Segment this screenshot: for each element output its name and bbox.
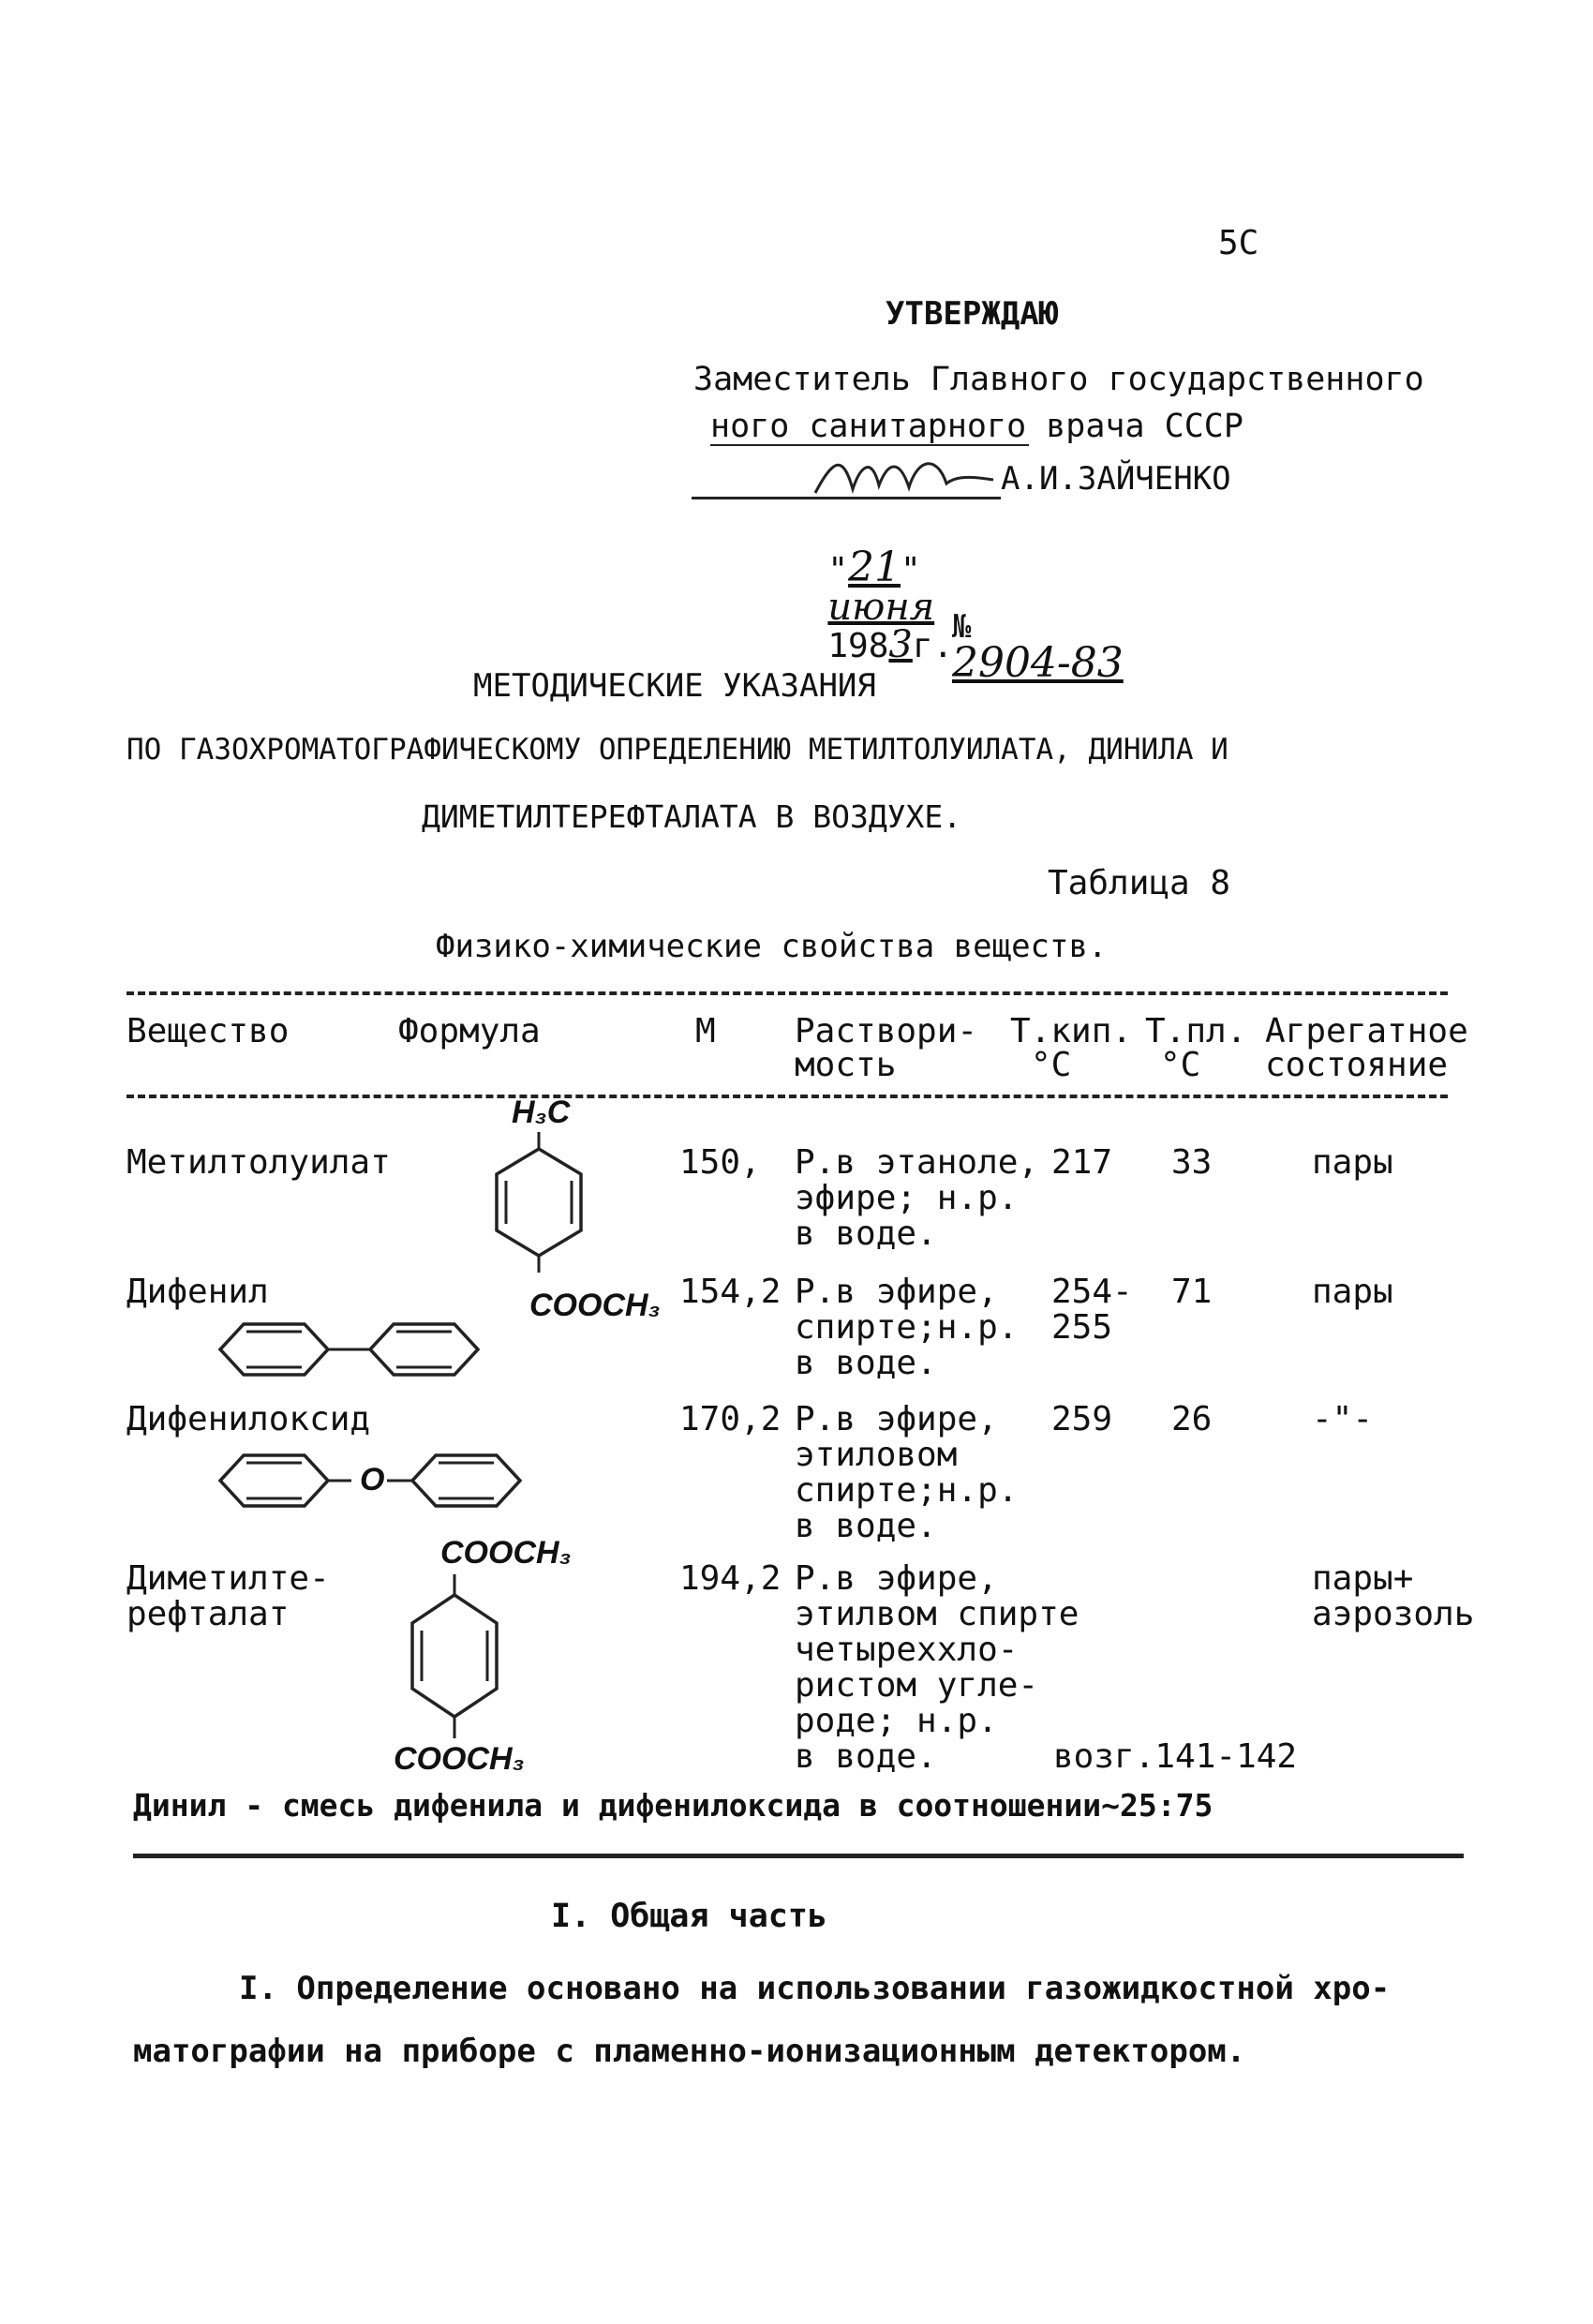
table-bottom-rule: [133, 1854, 1464, 1858]
row1-solubility-2: эфире; н.р.: [795, 1179, 1019, 1217]
header-m: М: [695, 1012, 716, 1050]
row2-solubility-1: Р.в эфире,: [795, 1273, 998, 1311]
date-year-suffix: г.: [912, 627, 954, 665]
row1-m: 150,: [679, 1143, 761, 1182]
row4-sublimation: возг.141-142: [1053, 1737, 1298, 1776]
row2-state: пары: [1312, 1273, 1393, 1311]
row3-tmelt: 26: [1171, 1400, 1213, 1438]
row2-solubility-2: спирте;н.р.: [795, 1308, 1019, 1347]
section-paragraph-line-1: I. Определение основано на использовании газожидкостной хро-: [239, 1970, 1391, 2007]
row3-state: -"-: [1312, 1400, 1374, 1438]
table-caption: Физико-химические свойства веществ.: [436, 928, 1108, 965]
row3-solubility-4: в воде.: [795, 1507, 937, 1545]
approval-number: [914, 579, 1124, 687]
row4-solubility-1: Р.в эфире,: [795, 1559, 998, 1598]
row2-solubility-3: в воде.: [795, 1344, 937, 1382]
date-year-prefix: 198: [827, 627, 889, 665]
signature-mark: [806, 448, 1021, 504]
table-top-rule: [127, 991, 1448, 995]
row1-solubility-1: Р.в этаноле,: [795, 1143, 1039, 1182]
biphenyl-structure-icon: [211, 1317, 492, 1382]
row2-m: 154,2: [679, 1273, 782, 1311]
row2-tboil-2: 255: [1051, 1308, 1113, 1347]
header-state-2: состояние: [1265, 1046, 1449, 1084]
section-heading: I. Общая часть: [551, 1898, 828, 1935]
row3-substance: Дифенилоксид: [127, 1400, 371, 1438]
row1-tmelt: 33: [1171, 1143, 1213, 1182]
date-quote-close: ": [901, 551, 921, 589]
row4-formula-top: COOCH₃: [440, 1535, 572, 1571]
header-solubility-2: мость: [795, 1046, 897, 1084]
row4-state-2: аэрозоль: [1312, 1595, 1475, 1633]
approver-underline: [710, 444, 1029, 446]
row4-substance-2: рефталат: [127, 1595, 290, 1633]
row1-solubility-3: в воде.: [795, 1214, 937, 1253]
approve-title: УТВЕРЖДАЮ: [886, 295, 1059, 333]
table-label: Таблица 8: [1048, 864, 1231, 902]
header-substance: Вещество: [127, 1012, 290, 1050]
section-paragraph-line-2: матографии на приборе с пламенно-ионизационным детектором.: [133, 2033, 1246, 2070]
date-quote-open: ": [827, 551, 849, 589]
header-solubility-1: Раствори-: [795, 1012, 978, 1050]
doc-title-line-2: ПО ГАЗОХРОМАТОГРАФИЧЕСКОМУ ОПРЕДЕЛЕНИЮ МЕТИЛТОЛУИЛАТА, ДИНИЛА И: [127, 733, 1228, 767]
row4-solubility-6: в воде.: [795, 1737, 937, 1776]
header-tmelt-2: °С: [1160, 1046, 1201, 1084]
row1-tboil: 217: [1051, 1143, 1113, 1182]
row1-formula-top: H₃C: [512, 1095, 571, 1130]
header-formula: Формула: [398, 1012, 541, 1050]
header-state-1: Агрегатное: [1265, 1012, 1468, 1050]
row2-tboil-1: 254-: [1051, 1273, 1133, 1311]
benzene-ring-icon: [403, 1574, 506, 1743]
row3-oxygen-label: O: [360, 1462, 385, 1497]
row4-solubility-5: роде; н.р.: [795, 1702, 998, 1740]
date-day: 21: [848, 544, 901, 591]
row4-m: 194,2: [679, 1559, 782, 1598]
row3-solubility-2: этиловом: [795, 1436, 958, 1474]
table-footnote: Динил - смесь дифенила и дифенилоксида в соотношении~25:75: [133, 1787, 1213, 1824]
header-tmelt-1: Т.пл.: [1145, 1012, 1247, 1050]
table-header-rule: [127, 1095, 1448, 1098]
row2-tmelt: 71: [1171, 1273, 1213, 1311]
row1-formula-bottom: COOCH₃: [529, 1288, 661, 1323]
date-month: июня: [827, 586, 935, 629]
number-sign: №: [951, 608, 972, 646]
page-number: 5C: [1218, 224, 1259, 262]
row4-solubility-3: четыреххло-: [795, 1631, 1019, 1669]
row1-state: пары: [1312, 1143, 1393, 1182]
row4-formula-bottom: COOCH₃: [394, 1741, 525, 1777]
row4-solubility-4: ристом угле-: [795, 1666, 1039, 1705]
row3-tboil: 259: [1051, 1400, 1113, 1438]
approver-name: А.И.ЗАЙЧЕНКО: [1001, 460, 1231, 498]
row3-solubility-1: Р.в эфире,: [795, 1400, 998, 1438]
date-year-digit: 3: [888, 623, 913, 666]
benzene-ring-icon: [487, 1132, 590, 1273]
row2-substance: Дифенил: [127, 1273, 269, 1311]
row1-substance: Метилтолуилат: [127, 1143, 391, 1182]
row4-substance-1: Диметилте-: [127, 1559, 330, 1598]
row3-m: 170,2: [679, 1400, 782, 1438]
doc-title-line-1: МЕТОДИЧЕСКИЕ УКАЗАНИЯ: [473, 667, 876, 705]
approver-line-2: ного санитарного врача СССР: [710, 408, 1243, 445]
number-value: 2904-83: [951, 639, 1124, 687]
header-tboil-1: Т.кип.: [1010, 1012, 1133, 1050]
row4-state-1: пары+: [1312, 1559, 1414, 1598]
doc-title-line-3: ДИМЕТИЛТЕРЕФТАЛАТА В ВОЗДУХЕ.: [422, 798, 962, 835]
header-tboil-2: °С: [1031, 1046, 1072, 1084]
row4-solubility-2: этилвом спирте: [795, 1595, 1079, 1633]
approver-line-1: Заместитель Главного государственного: [693, 361, 1424, 398]
row3-solubility-3: спирте;н.р.: [795, 1471, 1019, 1510]
